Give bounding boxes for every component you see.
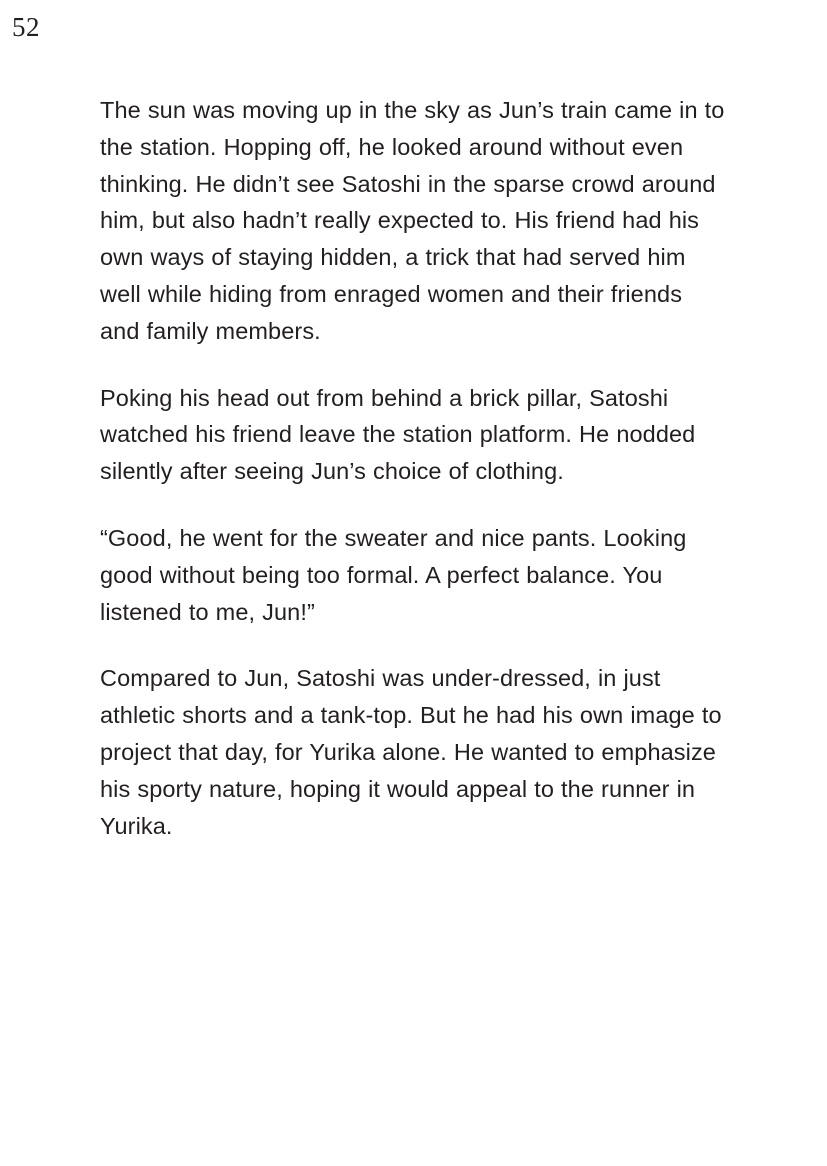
body-text-column [100, 92, 725, 844]
body-paragraph: Compared to Jun, Satoshi was under-dressed, in just athletic shorts and a tank-top. But he had his own image to project that day, for Yurika alone. He wanted to emphasize his sporty nature, hoping it would appeal to the runner in Yurika. [100, 665, 722, 839]
page-number: 52 [12, 12, 40, 42]
body-paragraph: “Good, he went for the sweater and nice pants. Looking good without being too formal. A perfect balance. You listened to me, Jun!” [100, 524, 687, 625]
body-paragraph: Poking his head out from behind a brick pillar, Satoshi watched his friend leave the station platform. He nodded silently after seeing Jun’s choice of clothing. [100, 384, 696, 485]
body-paragraph: The sun was moving up in the sky as Jun’s train came in to the station. Hopping off, he looked around without even thinking. He didn’t see Satoshi in the sparse crowd around him, but also hadn’t really expected to. His friend had his own ways of staying hidden, a trick that had served him well while hiding from enraged women and their friends and family members. [100, 97, 725, 344]
